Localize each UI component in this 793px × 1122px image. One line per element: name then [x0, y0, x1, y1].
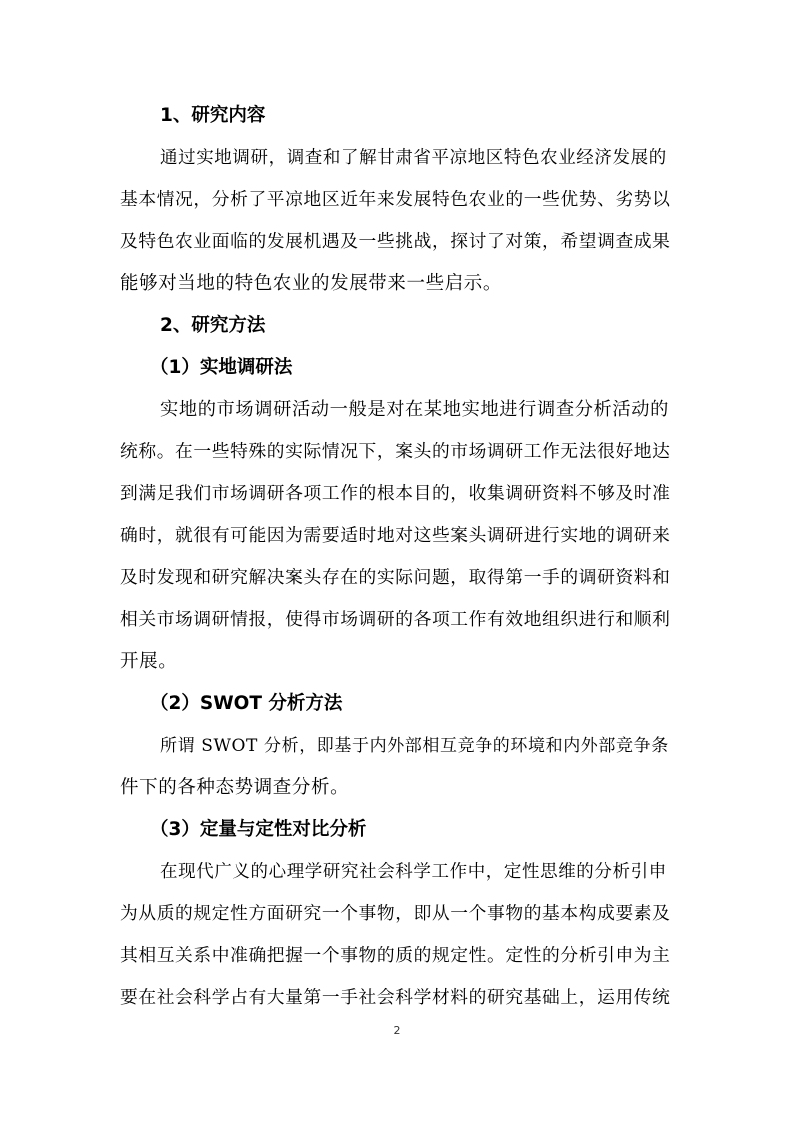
section-heading-research-content: 1、研究内容 [160, 105, 266, 126]
paragraph-line: 其相互关系中准确把握一个事物的质的规定性。定性的分析引申为主 [120, 946, 671, 966]
paragraph-line: 相关市场调研情报，使得市场调研的各项工作有效地组织进行和顺利 [120, 610, 671, 630]
paragraph-line: 通过实地调研，调查和了解甘肃省平凉地区特色农业经济发展的 [160, 148, 667, 168]
paragraph-line: 确时，就很有可能因为需要适时地对这些案头调研进行实地的调研来 [120, 526, 671, 546]
paragraph-line: 开展。 [120, 651, 178, 672]
paragraph-line: 为从质的规定性方面研究一个事物，即从一个事物的基本构成要素及 [120, 904, 671, 924]
paragraph-line: 及时发现和研究解决案头存在的实际问题，取得第一手的调研资料和 [120, 568, 671, 588]
paragraph-line: 统称。在一些特殊的实际情况下，案头的市场调研工作无法很好地达 [120, 442, 671, 462]
subheading-quantitative-qualitative: （3）定量与定性对比分析 [150, 819, 367, 840]
paragraph-line: 在现代广义的心理学研究社会科学工作中，定性思维的分析引申 [160, 862, 667, 882]
subheading-field-research: （1）实地调研法 [150, 357, 293, 378]
paragraph-line: 要在社会科学占有大量第一手社会科学材料的研究基础上，运用传统 [120, 988, 671, 1008]
paragraph-line: 件下的各种态势调查分析。 [120, 777, 350, 798]
paragraph-line: 实地的市场调研活动一般是对在某地实地进行调查分析活动的 [160, 399, 669, 420]
subheading-swot-analysis: （2）SWOT 分析方法 [150, 693, 343, 714]
paragraph-line: 基本情况，分析了平凉地区近年来发展特色农业的一些优势、劣势以 [120, 190, 671, 210]
section-heading-research-methods: 2、研究方法 [160, 315, 266, 336]
paragraph-line: 到满足我们市场调研各项工作的根本目的，收集调研资料不够及时准 [120, 484, 671, 504]
paragraph-line: 及特色农业面临的发展机遇及一些挑战，探讨了对策，希望调查成果 [120, 232, 671, 252]
page-number: 2 [393, 1024, 401, 1037]
paragraph-line: 能够对当地的特色农业的发展带来一些启示。 [120, 273, 503, 294]
paragraph-line: 所谓 SWOT 分析，即基于内外部相互竞争的环境和内外部竞争条 [160, 736, 669, 756]
